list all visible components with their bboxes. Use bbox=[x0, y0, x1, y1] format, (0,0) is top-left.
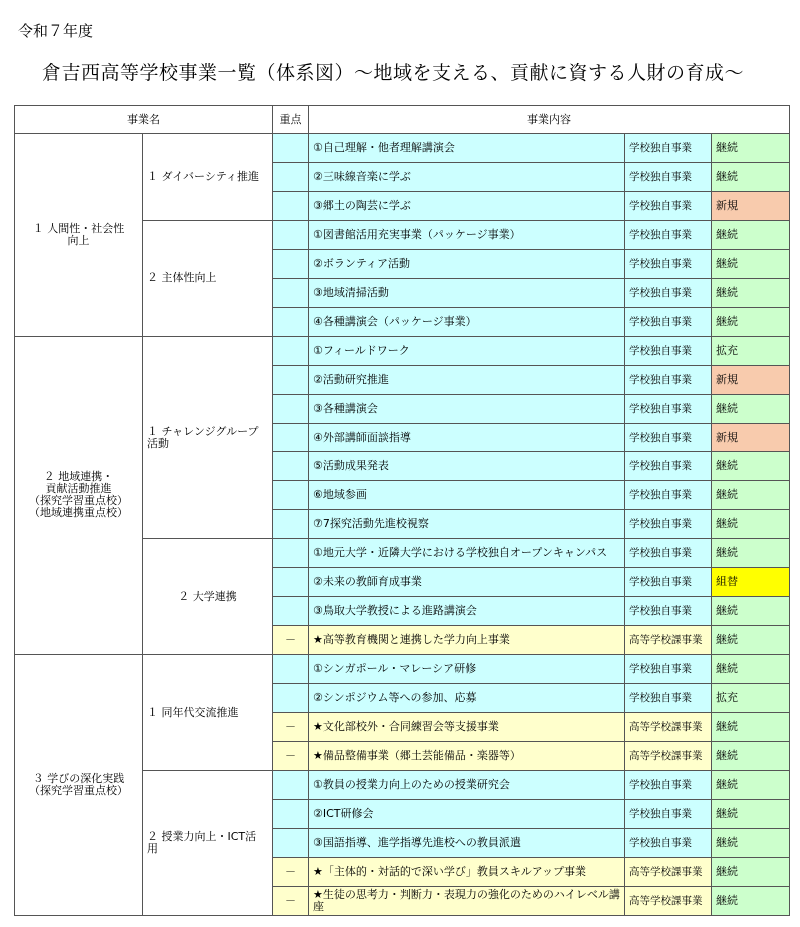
juten-cell bbox=[273, 510, 309, 539]
subcategory-cell: ２ 授業力向上・ICT活 用 bbox=[143, 770, 273, 915]
status-badge: 継続 bbox=[712, 626, 790, 655]
status-badge: 継続 bbox=[712, 597, 790, 626]
project-content-cell: ②ICT研修会 bbox=[309, 799, 625, 828]
subcategory-cell: ２ 主体性向上 bbox=[143, 220, 273, 336]
status-badge: 継続 bbox=[712, 828, 790, 857]
juten-cell bbox=[273, 597, 309, 626]
project-content-cell: ⑤活動成果発表 bbox=[309, 452, 625, 481]
project-type-cell: 学校独自事業 bbox=[625, 770, 712, 799]
project-type-cell: 学校独自事業 bbox=[625, 191, 712, 220]
project-content-cell: ⑦7探究活動先進校視察 bbox=[309, 510, 625, 539]
project-type-cell: 高等学校課事業 bbox=[625, 886, 712, 915]
project-content-cell: ①シンガポール・マレーシア研修 bbox=[309, 655, 625, 684]
header-name: 事業名 bbox=[15, 106, 273, 134]
project-content-cell: ★生徒の思考力・判断力・表現力の強化のためのハイレベル講座 bbox=[309, 886, 625, 915]
juten-cell: － bbox=[273, 626, 309, 655]
subcategory-cell: １ ダイバーシティ推進 bbox=[143, 134, 273, 221]
project-content-cell: ④外部講師面談指導 bbox=[309, 423, 625, 452]
project-type-cell: 学校独自事業 bbox=[625, 365, 712, 394]
status-badge: 継続 bbox=[712, 713, 790, 742]
status-badge: 新規 bbox=[712, 191, 790, 220]
juten-cell bbox=[273, 336, 309, 365]
project-type-cell: 学校独自事業 bbox=[625, 539, 712, 568]
table-row bbox=[15, 336, 790, 365]
project-type-cell: 高等学校課事業 bbox=[625, 626, 712, 655]
juten-cell bbox=[273, 220, 309, 249]
project-content-cell: ★「主体的・対話的で深い学び」教員スキルアップ事業 bbox=[309, 857, 625, 886]
project-type-cell: 学校独自事業 bbox=[625, 799, 712, 828]
status-badge: 継続 bbox=[712, 249, 790, 278]
juten-cell: － bbox=[273, 857, 309, 886]
juten-cell: － bbox=[273, 886, 309, 915]
project-type-cell: 学校独自事業 bbox=[625, 481, 712, 510]
project-type-cell: 学校独自事業 bbox=[625, 510, 712, 539]
juten-cell: － bbox=[273, 713, 309, 742]
subcategory-cell: １ 同年代交流推進 bbox=[143, 655, 273, 771]
status-badge: 継続 bbox=[712, 655, 790, 684]
status-badge: 継続 bbox=[712, 481, 790, 510]
project-type-cell: 学校独自事業 bbox=[625, 655, 712, 684]
header-naiyou: 事業内容 bbox=[309, 106, 790, 134]
project-type-cell: 学校独自事業 bbox=[625, 568, 712, 597]
project-type-cell: 学校独自事業 bbox=[625, 220, 712, 249]
status-badge: 継続 bbox=[712, 770, 790, 799]
juten-cell bbox=[273, 191, 309, 220]
fiscal-year: 令和７年度 bbox=[18, 22, 94, 40]
juten-cell bbox=[273, 770, 309, 799]
category-cell: １ 人間性・社会性 向上 bbox=[15, 134, 143, 337]
header-row bbox=[15, 106, 790, 134]
status-badge: 継続 bbox=[712, 799, 790, 828]
status-badge: 新規 bbox=[712, 423, 790, 452]
juten-cell bbox=[273, 539, 309, 568]
project-type-cell: 学校独自事業 bbox=[625, 423, 712, 452]
category-cell: ２ 地域連携・ 貢献活動推進 （探究学習重点校） （地域連携重点校） bbox=[15, 336, 143, 654]
juten-cell bbox=[273, 134, 309, 163]
juten-cell bbox=[273, 249, 309, 278]
project-type-cell: 学校独自事業 bbox=[625, 162, 712, 191]
juten-cell bbox=[273, 481, 309, 510]
juten-cell bbox=[273, 799, 309, 828]
status-badge: 継続 bbox=[712, 394, 790, 423]
project-type-cell: 学校独自事業 bbox=[625, 828, 712, 857]
category-cell: ３ 学びの深化実践 （探究学習重点校） bbox=[15, 655, 143, 916]
project-content-cell: ②三味線音楽に学ぶ bbox=[309, 162, 625, 191]
project-type-cell: 高等学校課事業 bbox=[625, 713, 712, 742]
project-content-cell: ①自己理解・他者理解講演会 bbox=[309, 134, 625, 163]
status-badge: 拡充 bbox=[712, 336, 790, 365]
page-title: 倉吉西高等学校事業一覧（体系図）～地域を支える、貢献に資する人財の育成～ bbox=[42, 62, 745, 84]
project-content-cell: ①地元大学・近隣大学における学校独自オープンキャンパス bbox=[309, 539, 625, 568]
project-content-cell: ①教員の授業力向上のための授業研究会 bbox=[309, 770, 625, 799]
status-badge: 継続 bbox=[712, 886, 790, 915]
status-badge: 新規 bbox=[712, 365, 790, 394]
project-content-cell: ③国語指導、進学指導先進校への教員派遣 bbox=[309, 828, 625, 857]
project-type-cell: 学校独自事業 bbox=[625, 452, 712, 481]
project-type-cell: 学校独自事業 bbox=[625, 278, 712, 307]
project-content-cell: ③地域清掃活動 bbox=[309, 278, 625, 307]
juten-cell bbox=[273, 307, 309, 336]
juten-cell bbox=[273, 365, 309, 394]
project-type-cell: 学校独自事業 bbox=[625, 336, 712, 365]
project-content-cell: ★高等教育機関と連携した学力向上事業 bbox=[309, 626, 625, 655]
status-badge: 継続 bbox=[712, 539, 790, 568]
status-badge: 継続 bbox=[712, 307, 790, 336]
project-content-cell: ★備品整備事業（郷土芸能備品・楽器等） bbox=[309, 742, 625, 771]
project-content-cell: ②活動研究推進 bbox=[309, 365, 625, 394]
status-badge: 継続 bbox=[712, 452, 790, 481]
juten-cell bbox=[273, 278, 309, 307]
project-content-cell: ★文化部校外・合同練習会等支援事業 bbox=[309, 713, 625, 742]
project-type-cell: 学校独自事業 bbox=[625, 134, 712, 163]
status-badge: 継続 bbox=[712, 278, 790, 307]
project-content-cell: ②ボランティア活動 bbox=[309, 249, 625, 278]
project-table bbox=[14, 105, 790, 916]
status-badge: 継続 bbox=[712, 742, 790, 771]
subcategory-cell: １ チャレンジグループ活動 bbox=[143, 336, 273, 539]
project-content-cell: ①図書館活用充実事業（パッケージ事業） bbox=[309, 220, 625, 249]
status-badge: 継続 bbox=[712, 162, 790, 191]
project-type-cell: 高等学校課事業 bbox=[625, 857, 712, 886]
table-row bbox=[15, 655, 790, 684]
status-badge: 継続 bbox=[712, 134, 790, 163]
project-type-cell: 学校独自事業 bbox=[625, 394, 712, 423]
status-badge: 継続 bbox=[712, 857, 790, 886]
status-badge: 継続 bbox=[712, 510, 790, 539]
juten-cell bbox=[273, 394, 309, 423]
project-content-cell: ①フィールドワーク bbox=[309, 336, 625, 365]
project-content-cell: ②シンポジウム等への参加、応募 bbox=[309, 684, 625, 713]
project-type-cell: 学校独自事業 bbox=[625, 597, 712, 626]
project-type-cell: 学校独自事業 bbox=[625, 307, 712, 336]
project-type-cell: 学校独自事業 bbox=[625, 249, 712, 278]
header-juten: 重点 bbox=[273, 106, 309, 134]
table-row bbox=[15, 134, 790, 163]
juten-cell bbox=[273, 423, 309, 452]
juten-cell bbox=[273, 655, 309, 684]
status-badge: 拡充 bbox=[712, 684, 790, 713]
project-content-cell: ⑥地域参画 bbox=[309, 481, 625, 510]
project-type-cell: 学校独自事業 bbox=[625, 684, 712, 713]
juten-cell bbox=[273, 828, 309, 857]
status-badge: 継続 bbox=[712, 220, 790, 249]
status-badge: 組替 bbox=[712, 568, 790, 597]
juten-cell bbox=[273, 452, 309, 481]
project-type-cell: 高等学校課事業 bbox=[625, 742, 712, 771]
juten-cell bbox=[273, 684, 309, 713]
project-content-cell: ④各種講演会（パッケージ事業） bbox=[309, 307, 625, 336]
project-content-cell: ③各種講演会 bbox=[309, 394, 625, 423]
subcategory-cell: ２ 大学連携 bbox=[143, 539, 273, 655]
project-content-cell: ②未来の教師育成事業 bbox=[309, 568, 625, 597]
project-content-cell: ③郷土の陶芸に学ぶ bbox=[309, 191, 625, 220]
juten-cell bbox=[273, 568, 309, 597]
juten-cell: － bbox=[273, 742, 309, 771]
project-content-cell: ③鳥取大学教授による進路講演会 bbox=[309, 597, 625, 626]
juten-cell bbox=[273, 162, 309, 191]
